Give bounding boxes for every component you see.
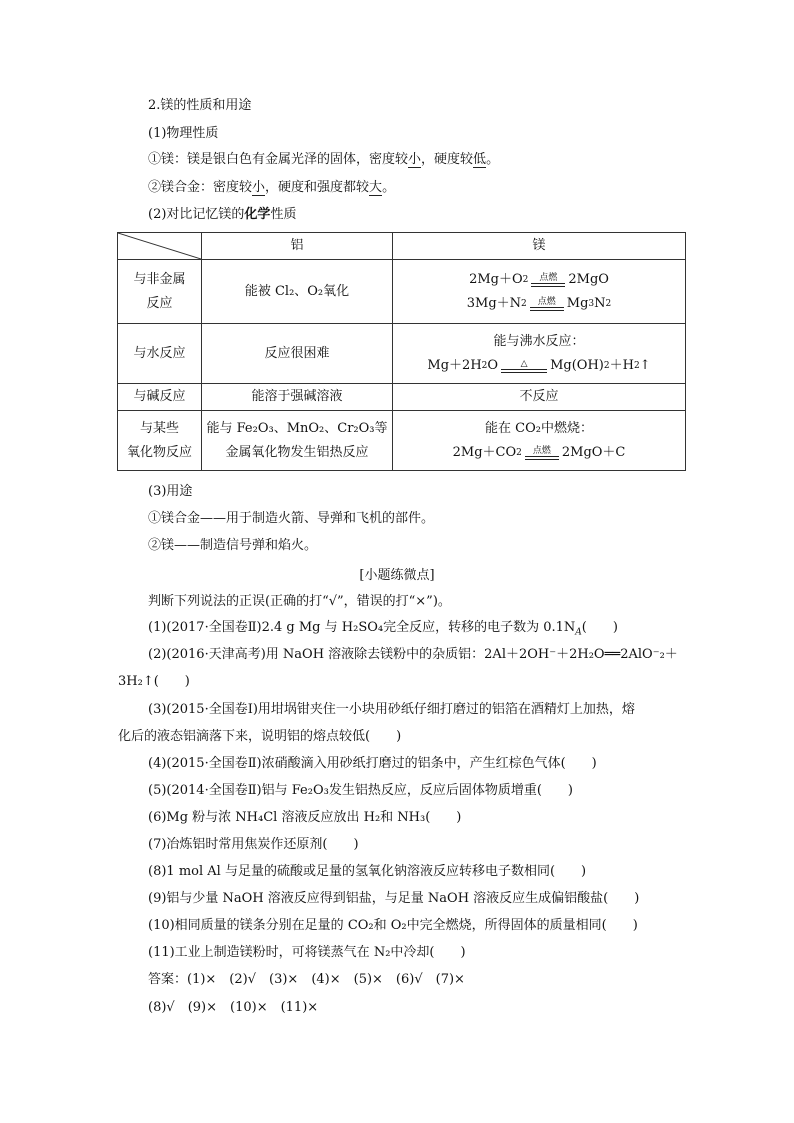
al-oxide-cell: 能与 Fe₂O₃、MnO₂、Cr₂O₃等 金属氧化物发生铝热反应 [202, 411, 393, 471]
question-3: (3)(2015·全国卷Ⅰ)用坩埚钳夹住一小块用砂纸仔细打磨过的铝箔在酒精灯上加热，熔 [148, 702, 635, 717]
equation-mg-o2: 2Mg＋O 2 点燃 2MgO [469, 271, 609, 287]
question-2-cont: 3H₂↑( ) [118, 674, 190, 689]
mg-alkali-cell: 不反应 [393, 384, 686, 411]
al-alkali-cell: 能溶于强碱溶液 [202, 384, 393, 411]
uses-item-2: ②镁——制造信号弹和焰火。 [148, 538, 318, 553]
question-11: (11)工业上制造镁粉时，可将镁蒸气在 N₂中冷却( ) [148, 945, 466, 960]
question-5: (5)(2014·全国卷Ⅱ)铝与 Fe₂O₃发生铝热反应，反应后固体物质增重( ) [148, 783, 573, 798]
row-label-oxide: 与某些 氧化物反应 [118, 411, 202, 471]
mg-physical-line: ①镁：镁是银白色有金属光泽的固体，密度较小，硬度较低。 [148, 152, 500, 167]
uses-item-1: ①镁合金——用于制造火箭、导弹和飞机的部件。 [148, 511, 435, 526]
question-6: (6)Mg 粉与浓 NH₄Cl 溶液反应放出 H₂和 NH₃( ) [148, 810, 462, 825]
uses-heading: (3)用途 [148, 484, 193, 499]
practice-title: [小题练微点] [359, 568, 435, 583]
equation-mg-co2: 2Mg＋CO 2 点燃 2MgO＋C [452, 444, 626, 460]
row-label-alkali: 与碱反应 [118, 384, 202, 411]
answer-line-1: 答案：(1)× (2)√ (3)× (4)× (5)× (6)√ (7)× [148, 972, 465, 987]
question-3-cont: 化后的液态铝滴落下来，说明铝的熔点较低( ) [118, 729, 402, 744]
al-water-cell: 反应很困难 [202, 324, 393, 384]
question-1: (1)(2017·全国卷Ⅱ)2.4 g Mg 与 H₂SO₄完全反应，转移的电子数为 $0.1N_A$( ) [148, 620, 618, 638]
answer-line-2: (8)√ (9)× (10)× (11)× [148, 1000, 319, 1015]
question-2: (2)(2016·天津高考)用 NaOH 溶液除去镁粉中的杂质铝：2Al＋2OH⁻＋2H₂O══2AlO⁻₂＋ [148, 647, 678, 662]
mg-water-cell: 能与沸水反应： Mg＋2H 2 O △ Mg(OH) 2 ＋H 2 ↑ [393, 324, 686, 384]
question-8: (8)1 mol Al 与足量的硫酸或足量的氢氧化钠溶液反应转移电子数相同( ) [148, 864, 587, 879]
physical-heading: (1)物理性质 [148, 126, 219, 141]
al-nonmetal-cell: 能被 Cl₂、O₂氧化 [202, 260, 393, 324]
comparison-table [117, 232, 686, 471]
mg-oxide-cell: 能在 CO₂中燃烧： 2Mg＋CO 2 点燃 2MgO＋C [393, 411, 686, 471]
header-aluminum: 铝 [202, 233, 393, 260]
header-magnesium: 镁 [393, 233, 686, 260]
question-7: (7)冶炼铝时常用焦炭作还原剂( ) [148, 837, 359, 852]
diagonal-header-cell [118, 233, 202, 260]
equation-mg-water: Mg＋2H 2 O △ Mg(OH) 2 ＋H 2 ↑ [427, 357, 651, 373]
question-9: (9)铝与少量 NaOH 溶液反应得到铝盐，与足量 NaOH 溶液反应生成偏铝酸盐( ) [148, 891, 640, 906]
row-label-water: 与水反应 [118, 324, 202, 384]
question-10: (10)相同质量的镁条分别在足量的 CO₂和 O₂中完全燃烧，所得固体的质量相同( ) [148, 918, 638, 933]
question-4: (4)(2015·全国卷Ⅱ)浓硝酸滴入用砂纸打磨过的铝条中，产生红棕色气体( ) [148, 756, 597, 771]
equation-mg-n2: 3Mg＋N 2 点燃 Mg 3 N 2 [466, 295, 612, 311]
mg-nonmetal-cell [393, 260, 686, 324]
row-label-nonmetal: 与非金属 反应 [118, 260, 202, 324]
section-heading: 2.镁的性质和用途 [148, 98, 252, 113]
practice-instruction: 判断下列说法的正误(正确的打“√”，错误的打“×”)。 [148, 594, 451, 609]
alloy-physical-line: ②镁合金：密度较小，硬度和强度都较大。 [148, 180, 396, 195]
chemical-heading: (2)对比记忆镁的化学性质 [148, 207, 297, 222]
